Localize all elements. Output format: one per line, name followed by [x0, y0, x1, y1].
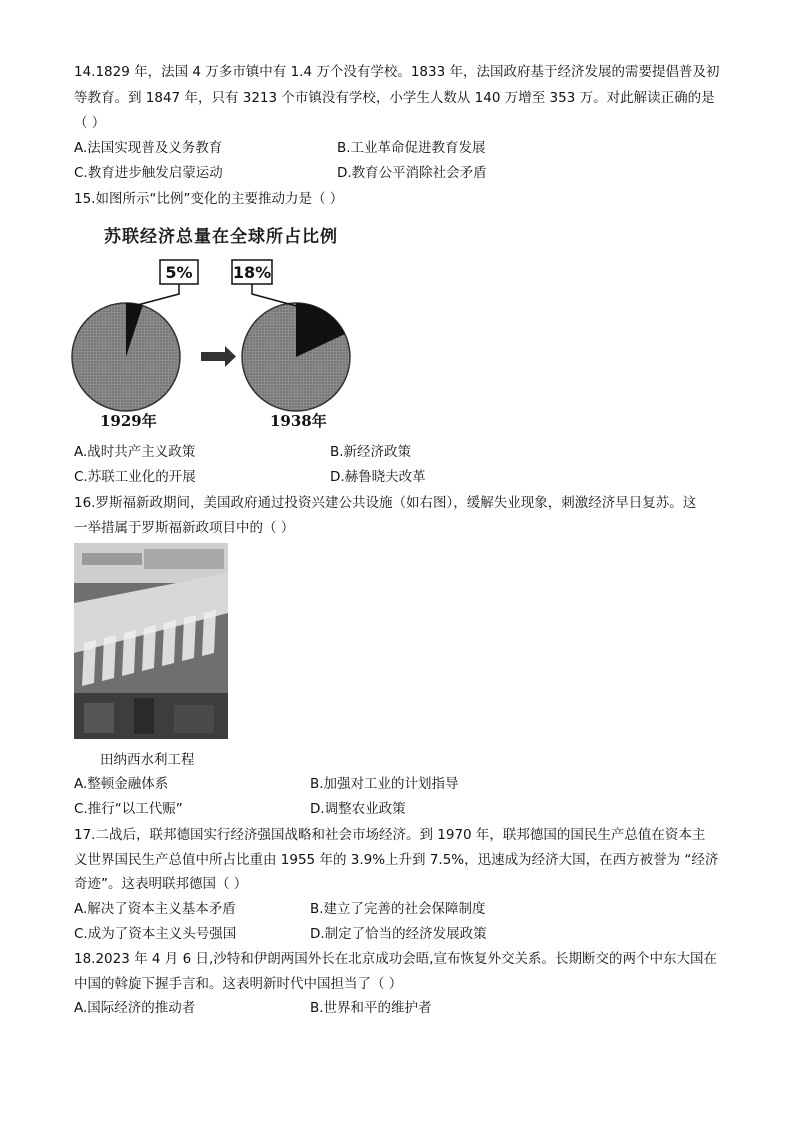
q15-option-c[interactable]: C.苏联工业化的开展	[74, 469, 196, 485]
q14-stem-line3: （ ）	[74, 115, 106, 131]
chart-title: 苏联经济总量在全球所占比例	[104, 227, 338, 247]
q16-option-c[interactable]: C.推行“以工代赈”	[74, 801, 183, 817]
q17-option-d[interactable]: D.制定了恰当的经济发展政策	[310, 926, 487, 942]
q17-stem-line3: 奇迹”。这表明联邦德国（ ）	[74, 876, 248, 892]
q14-stem-line1: 14.1829 年，法国 4 万多市镇中有 1.4 万个没有学校。1833 年，法国政府基于经济发展的需要提倡普及初	[74, 64, 720, 80]
q17-option-b[interactable]: B.建立了完善的社会保障制度	[310, 901, 486, 917]
q18-stem-line2: 中国的斡旋下握手言和。这表明新时代中国担当了（ ）	[74, 976, 403, 992]
q15-option-a[interactable]: A.战时共产主义政策	[74, 444, 196, 460]
q18-option-b[interactable]: B.世界和平的维护者	[310, 1000, 432, 1016]
pie-2-value-label: 18%	[232, 263, 272, 282]
q16-option-d[interactable]: D.调整农业政策	[310, 801, 406, 817]
q15-option-d[interactable]: D.赫鲁晓夫改革	[330, 469, 426, 485]
q14-option-c[interactable]: C.教育进步触发启蒙运动	[74, 165, 223, 181]
q16-stem-line2: 一举措属于罗斯福新政项目中的（ ）	[74, 520, 295, 536]
q16-option-a[interactable]: A.整顿金融体系	[74, 776, 169, 792]
photo-caption: 田纳西水利工程	[100, 752, 195, 768]
q14-option-d[interactable]: D.教育公平消除社会矛盾	[337, 165, 487, 181]
pie-chart-figure	[70, 250, 370, 440]
q15-stem-line1: 15.如图所示“比例”变化的主要推动力是（ ）	[74, 191, 344, 207]
q14-option-b[interactable]: B.工业革命促进教育发展	[337, 140, 486, 156]
pie-1-value-label: 5%	[165, 263, 193, 282]
q14-stem-line2: 等教育。到 1847 年，只有 3213 个市镇没有学校，小学生人数从 140 万增至 353 万。对此解读正确的是	[74, 90, 715, 106]
q17-option-a[interactable]: A.解决了资本主义基本矛盾	[74, 901, 236, 917]
q17-option-c[interactable]: C.成为了资本主义头号强国	[74, 926, 237, 942]
q16-stem-line1: 16.罗斯福新政期间，美国政府通过投资兴建公共设施（如右图），缓解失业现象，刺激经济早日复苏。这	[74, 495, 697, 511]
q16-option-b[interactable]: B.加强对工业的计划指导	[310, 776, 459, 792]
tennessee-dam-photo	[74, 543, 228, 739]
pie-2-year-label: 1938年	[270, 412, 327, 430]
q18-option-a[interactable]: A.国际经济的推动者	[74, 1000, 196, 1016]
q14-option-a[interactable]: A.法国实现普及义务教育	[74, 140, 223, 156]
pie-1-year-label: 1929年	[100, 412, 157, 430]
q18-stem-line1: 18.2023 年 4 月 6 日,沙特和伊朗两国外长在北京成功会晤,宣布恢复外交关系。长期断交的两个中东大国在	[74, 951, 718, 967]
arrow-right-icon	[201, 346, 236, 367]
q17-stem-line1: 17.二战后，联邦德国实行经济强国战略和社会市场经济。到 1970 年，联邦德国的国民生产总值在资本主	[74, 827, 706, 843]
q15-option-b[interactable]: B.新经济政策	[330, 444, 412, 460]
q17-stem-line2: 义世界国民生产总值中所占比重由 1955 年的 3.9%上升到 7.5%，迅速成为经济大国，在西方被誉为 “经济	[74, 852, 719, 868]
